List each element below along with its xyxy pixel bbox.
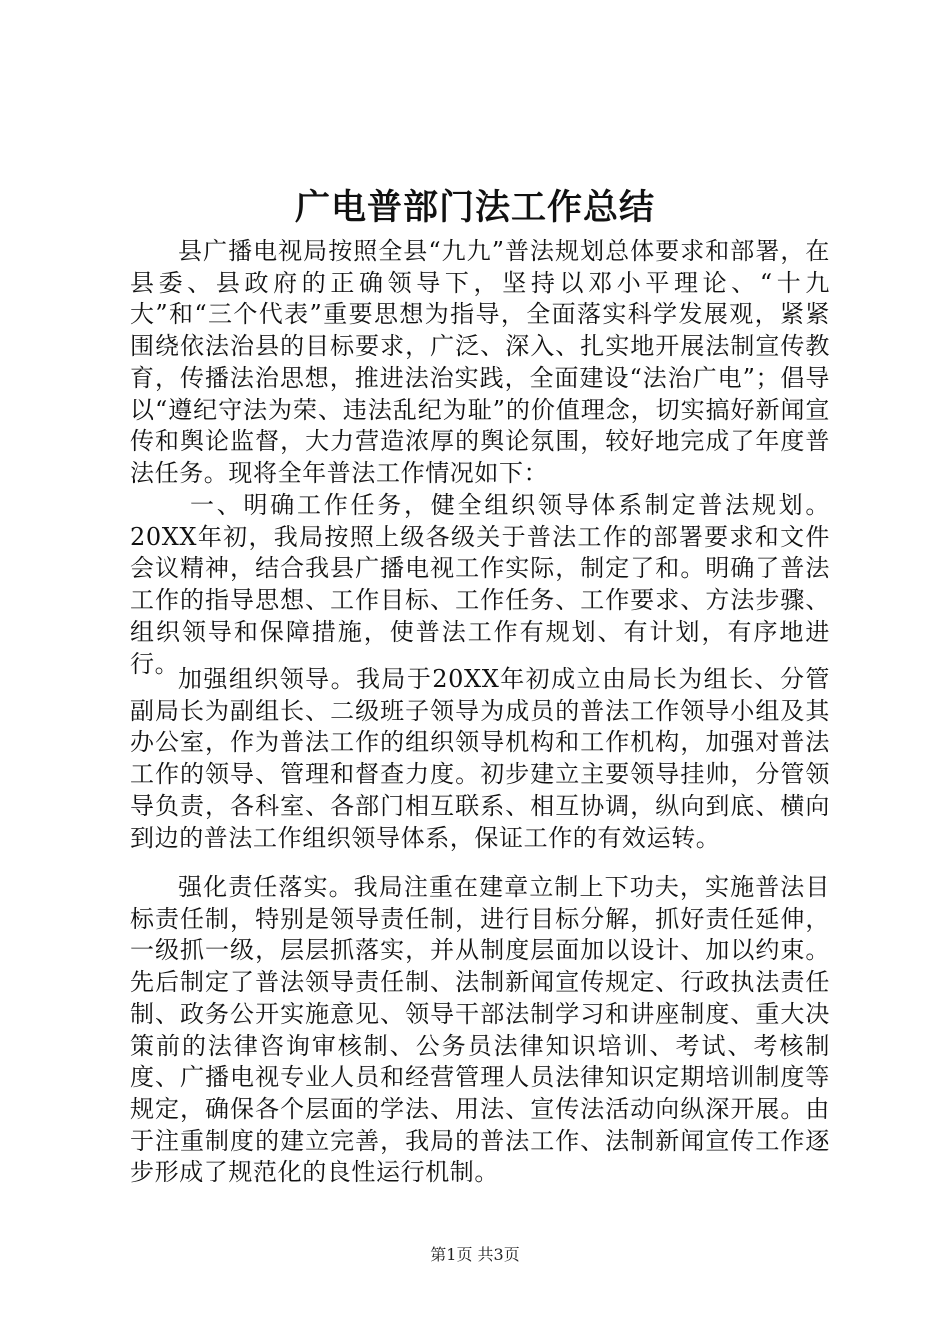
- page-number-footer: 第1页 共3页: [430, 1245, 520, 1264]
- paragraph-responsibility: 强化责任落实。我局注重在建章立制上下功夫，实施普法目标责任制，特别是领导责任制，进行目标分解，抓好责任延伸，一级抓一级，层层抓落实，并从制度层面加以设计、加以约束。先后制定了普法领导责任制、法制新闻宣传规定、行政执法责任制、政务公开实施意见、领导干部法制学习和讲座制度、重大决策前的法律咨询审核制、公务员法律知识培训、考试、考核制度、广播电视专业人员和经营管理人员法律知识定期培训制度等规定，确保各个层面的学法、用法、宣传法活动向纵深开展。由于注重制度的建立完善，我局的普法工作、法制新闻宣传工作逐步形成了规范化的良性运行机制。: [130, 873, 830, 1187]
- paragraph-intro: 县广播电视局按照全县“九九”普法规划总体要求和部署，在县委、县政府的正确领导下，坚持以邓小平理论、“十九大”和“三个代表”重要思想为指导，全面落实科学发展观，紧紧围绕依法治县的目标要求，广泛、深入、扎实地开展法制宣传教育，传播法治思想，推进法治实践，全面建设“法治广电”；倡导以“遵纪守法为荣、违法乱纪为耻”的价值理念，切实搞好新闻宣传和舆论监督，大力营造浓厚的舆论氛围，较好地完成了年度普法任务。现将全年普法工作情况如下：: [130, 237, 830, 487]
- paragraph-organization-leadership: 加强组织领导。我局于20XX年初成立由局长为组长、分管副局长为副组长、二级班子领导为成员的普法工作领导小组及其办公室，作为普法工作的组织领导机构和工作机构，加强对普法工作的领导、管理和督查力度。初步建立主要领导挂帅，分管领导负责，各科室、各部门相互联系、相互协调，纵向到底、横向到边的普法工作组织领导体系，保证工作的有效运转。: [130, 665, 830, 852]
- paragraph-section-one: 一、明确工作任务，健全组织领导体系制定普法规划。20XX年初，我局按照上级各级关于普法工作的部署要求和文件会议精神，结合我县广播电视工作实际，制定了和。明确了普法工作的指导思想、工作目标、工作任务、工作要求、方法步骤、组织领导和保障措施，使普法工作有规划、有计划，有序地进行。: [130, 491, 830, 678]
- document-title: 广电普部门法工作总结: [294, 187, 655, 228]
